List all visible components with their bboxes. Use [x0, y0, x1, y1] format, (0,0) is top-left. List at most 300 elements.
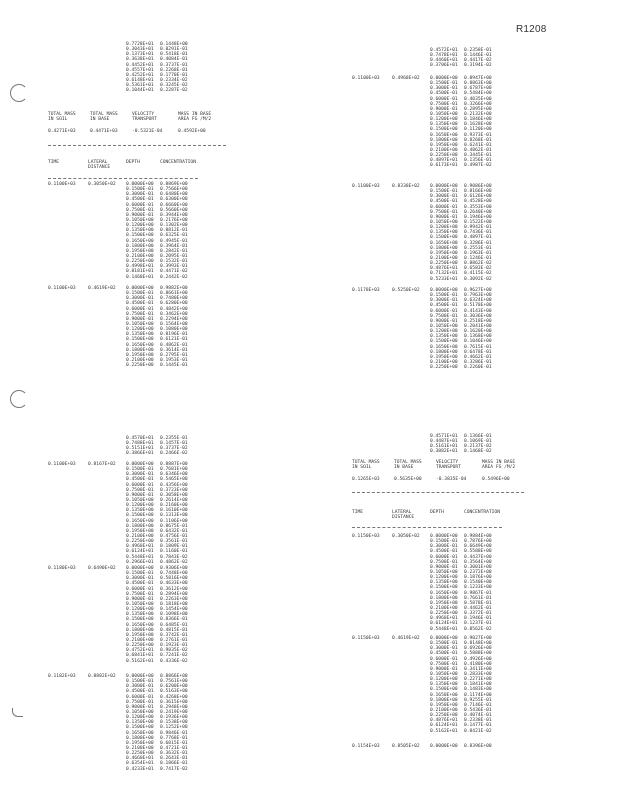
- summary-header-label: VELOCITY: [132, 112, 155, 117]
- concentration-cell: 0.4862E-01: [464, 147, 492, 153]
- concentration-cell: 0.2287E-02: [160, 88, 188, 94]
- depth-cell: 0.4500E-01: [126, 197, 154, 203]
- summary-header-label: AREA FG /M/2: [482, 465, 516, 471]
- column-header-label: DEPTH: [430, 510, 444, 515]
- depth-cell: 0.1050E+00: [430, 323, 458, 329]
- depth-cell: 0.2250E+00: [126, 751, 154, 757]
- concentration-cell: 0.2419E+00: [160, 709, 188, 715]
- depth-cell: 0.7500E-01: [430, 313, 458, 319]
- depth-cell: 0.1500E-01: [126, 679, 154, 685]
- summary-header-label: TOTAL MASS: [394, 460, 422, 465]
- depth-cell: 0.4500E-01: [126, 689, 154, 695]
- depth-cell: 0.1200E+00: [126, 503, 154, 509]
- depth-cell: 0.5448E+01: [430, 626, 458, 632]
- depth-cell: 0.0000E+00: [126, 286, 154, 291]
- concentration-cell: 0.2614E+00: [160, 497, 188, 503]
- concentration-cell: 0.4721E-01: [160, 745, 188, 751]
- depth-cell: 0.7728E+01: [126, 42, 154, 47]
- concentration-cell: 0.1620E+00: [464, 329, 492, 335]
- depth-cell: 0.4460E+01: [430, 58, 458, 64]
- summary-rule-p4: [352, 492, 524, 493]
- concentration-cell: 0.5588E+00: [464, 549, 492, 555]
- concentration-cell: 0.1963E-01: [464, 250, 492, 256]
- concentration-cell: 0.3742E-01: [160, 632, 188, 638]
- concentration-cell: 0.5465E+00: [160, 477, 188, 483]
- depth-cell: 0.2100E+00: [430, 605, 458, 611]
- depth-cell: 0.4897E+01: [430, 158, 458, 164]
- summary-value: 0.4471E+03: [90, 128, 118, 134]
- concentration-cell: 0.9373E-01: [464, 132, 492, 138]
- depth-cell: 0.1500E-01: [430, 641, 458, 647]
- time-cell: 0.1100E+03: [352, 76, 380, 81]
- concentration-cell: 0.8812E-01: [160, 228, 188, 234]
- table-row: [48, 88, 200, 93]
- summary-header-row: [352, 465, 524, 470]
- depth-cell: 0.7500E-01: [126, 699, 154, 705]
- time-cell: 0.1150E+03: [352, 534, 380, 539]
- concentration-cell: 0.8268E-01: [464, 137, 492, 143]
- depth-cell: 0.1500E+00: [430, 339, 458, 345]
- depth-cell: 0.4500E-01: [430, 91, 458, 97]
- depth-cell: 0.3000E-01: [430, 298, 458, 304]
- depth-cell: 0.6124E+01: [430, 723, 458, 729]
- concentration-cell: 0.2466E-02: [160, 451, 188, 457]
- concentration-cell: 0.4662E-01: [464, 354, 492, 360]
- depth-cell: 0.1500E+00: [126, 337, 154, 343]
- depth-cell: 0.6000E-01: [430, 656, 458, 662]
- concentration-cell: 0.8396E+00: [464, 744, 492, 749]
- concentration-cell: 0.2442E-02: [160, 274, 188, 280]
- concentration-cell: 0.3411E+00: [464, 666, 492, 672]
- concentration-cell: 0.2553E-01: [464, 245, 492, 251]
- table-row: [352, 163, 504, 168]
- depth-cell: 0.6000E-01: [126, 482, 154, 488]
- depth-cell: 0.7500E-01: [430, 559, 458, 565]
- time-cell: 0.1100E+03: [48, 286, 76, 291]
- table-header-p4-table-header: [352, 510, 504, 521]
- depth-cell: 0.7500E-01: [126, 591, 154, 597]
- concentration-cell: 0.1237E-01: [464, 621, 492, 627]
- depth-cell: 0.2100E+00: [430, 255, 458, 261]
- depth-cell: 0.9000E-01: [430, 564, 458, 570]
- mass-summary-p4-summary: [352, 460, 524, 482]
- depth-cell: 0.1500E-01: [430, 189, 458, 195]
- depth-cell: 0.2100E+00: [126, 637, 154, 643]
- concentration-cell: 0.8148E+00: [464, 641, 492, 647]
- concentration-cell: 0.1174E+00: [464, 692, 492, 698]
- depth-cell: 0.1350E+00: [430, 230, 458, 236]
- depth-cell: 0.1650E+00: [430, 132, 458, 138]
- table-header-p1-table-header: [48, 160, 200, 171]
- depth-cell: 0.6000E-01: [126, 586, 154, 592]
- depth-cell: 0.1350E+00: [126, 332, 154, 338]
- time-cell: 0.1154E+03: [352, 744, 380, 749]
- concentration-cell: 0.2518E+00: [464, 318, 492, 324]
- depth-cell: 0.2250E+00: [126, 643, 154, 649]
- lateral-distance-cell: 0.6490E+02: [88, 566, 116, 571]
- depth-cell: 0.7478E+01: [430, 53, 458, 59]
- depth-cell: 0.2100E+00: [126, 357, 154, 363]
- depth-cell: 0.2100E+00: [126, 745, 154, 751]
- depth-cell: 0.1650E+00: [126, 342, 154, 348]
- concentration-cell: 0.8166E+00: [464, 189, 492, 195]
- concentration-cell: 0.8863E+00: [464, 81, 492, 87]
- concentration-cell: 0.7566E+00: [160, 187, 188, 193]
- depth-cell: 0.6354E+01: [126, 761, 154, 767]
- concentration-cell: 0.1468E-02: [464, 449, 492, 455]
- table-row: [352, 627, 504, 632]
- depth-cell: 0.1200E+00: [126, 327, 154, 333]
- depth-cell: 0.5361E+01: [126, 83, 154, 89]
- concentration-cell: 0.6121E-01: [160, 337, 188, 343]
- depth-cell: 0.2100E+00: [430, 359, 458, 365]
- concentration-cell: 0.6325E-01: [160, 233, 188, 239]
- concentration-cell: 0.1866E-01: [160, 761, 188, 767]
- depth-cell: 0.1350E+00: [430, 580, 458, 586]
- concentration-cell: 0.1448E+00: [160, 42, 188, 47]
- depth-cell: 0.1050E+00: [430, 219, 458, 225]
- concentration-cell: 0.1818E+00: [160, 601, 188, 607]
- depth-cell: 0.0000E+00: [126, 462, 154, 467]
- depth-cell: 0.1200E+00: [430, 225, 458, 231]
- concentration-cell: 0.2095E-01: [160, 253, 188, 259]
- depth-cell: 0.1950E+00: [126, 248, 154, 254]
- depth-cell: 0.7500E-01: [430, 101, 458, 107]
- data-block-p1-group-b: [48, 286, 200, 368]
- depth-cell: 0.2966E+01: [126, 559, 154, 565]
- concentration-cell: 0.2041E+00: [464, 323, 492, 329]
- mass-summary-p1-summary: [48, 112, 220, 134]
- lateral-distance-cell: 0.3050E+02: [392, 534, 420, 539]
- concentration-cell: 0.7681E+00: [160, 467, 188, 473]
- concentration-cell: 0.1069E-01: [464, 439, 492, 445]
- lateral-distance-cell: 0.8882E+02: [88, 674, 116, 679]
- concentration-cell: 0.2640E+00: [464, 209, 492, 215]
- summary-header-label: IN BASE: [90, 117, 110, 123]
- depth-cell: 0.1200E+00: [126, 607, 154, 613]
- depth-cell: 0.3000E-01: [126, 296, 154, 302]
- concentration-cell: 0.8947E+00: [464, 76, 492, 81]
- concentration-cell: 0.5816E+00: [160, 576, 188, 582]
- depth-cell: 0.1050E+00: [126, 217, 154, 223]
- concentration-cell: 0.1120E+00: [464, 127, 492, 133]
- concentration-cell: 0.2294E+00: [160, 316, 188, 322]
- table-header-rule-p1: [48, 178, 198, 179]
- concentration-cell: 0.6478E-01: [464, 349, 492, 355]
- data-block-p1-top: [48, 42, 200, 93]
- depth-cell: 0.4233E+01: [126, 766, 154, 772]
- depth-cell: 0.0000E+00: [126, 566, 154, 571]
- depth-cell: 0.3866E+01: [126, 451, 154, 457]
- depth-cell: 0.1650E+00: [126, 518, 154, 524]
- time-cell: 0.1150E+03: [352, 636, 380, 641]
- concentration-cell: 0.4471E-02: [160, 269, 188, 275]
- depth-cell: 0.7500E-01: [126, 207, 154, 213]
- depth-cell: 0.9000E-01: [430, 106, 458, 112]
- concentration-cell: 0.1233E+00: [464, 585, 492, 591]
- depth-cell: 0.1200E+00: [430, 117, 458, 123]
- concentration-cell: 0.1356E-01: [464, 158, 492, 164]
- concentration-cell: 0.4862E-01: [160, 342, 188, 348]
- concentration-cell: 0.5888E+00: [464, 651, 492, 657]
- concentration-cell: 0.4842E+00: [160, 306, 188, 312]
- depth-cell: 0.1050E+00: [126, 709, 154, 715]
- concentration-cell: 0.4756E-01: [160, 533, 188, 539]
- table-row: [352, 63, 504, 68]
- concentration-cell: 0.1923E-01: [160, 643, 188, 649]
- table-row: [352, 744, 504, 749]
- depth-cell: 0.7488E+01: [126, 441, 154, 447]
- depth-cell: 0.2250E+00: [126, 259, 154, 265]
- concentration-cell: 0.6485E-01: [160, 622, 188, 628]
- depth-cell: 0.4452E+01: [126, 62, 154, 68]
- depth-cell: 0.1050E+00: [430, 111, 458, 117]
- concentration-cell: 0.9627E+00: [464, 288, 492, 293]
- summary-value: 0.5635E+00: [394, 476, 422, 482]
- concentration-cell: 0.8869E+00: [160, 182, 188, 187]
- data-block-p4-group-b: [352, 636, 504, 734]
- concentration-cell: 0.1946E+00: [464, 214, 492, 220]
- concentration-cell: 0.2833E+00: [464, 671, 492, 677]
- table-row: [48, 560, 200, 565]
- summary-header-label: TRANSPORT: [132, 117, 157, 123]
- concentration-cell: 0.9942E-01: [464, 225, 492, 231]
- table-row: [48, 767, 200, 772]
- concentration-cell: 0.1538E+00: [160, 720, 188, 726]
- depth-cell: 0.1373E+01: [126, 52, 154, 58]
- depth-cell: 0.1500E+00: [126, 617, 154, 623]
- depth-cell: 0.1800E+00: [430, 245, 458, 251]
- concentration-cell: 0.4143E+00: [464, 308, 492, 314]
- concentration-cell: 0.1846E+00: [464, 117, 492, 123]
- depth-cell: 0.0000E+00: [126, 674, 154, 679]
- depth-cell: 0.1350E+00: [126, 508, 154, 514]
- concentration-cell: 0.1160E-01: [160, 549, 188, 555]
- summary-header-label: IN SOIL: [352, 465, 372, 471]
- data-block-p3-group-a: [48, 462, 200, 565]
- concentration-cell: 0.7661E-01: [464, 595, 492, 601]
- depth-cell: 0.4500E-01: [126, 301, 154, 307]
- depth-cell: 0.3882E+01: [430, 449, 458, 455]
- depth-cell: 0.9000E-01: [126, 596, 154, 602]
- concentration-cell: 0.1841E+00: [464, 682, 492, 688]
- depth-cell: 0.1950E+00: [430, 354, 458, 360]
- concentration-cell: 0.4336E-02: [160, 658, 188, 664]
- concentration-cell: 0.7615E-01: [464, 344, 492, 350]
- concentration-cell: 0.2895E+00: [464, 106, 492, 112]
- summary-header-label: MASS IN BASE: [482, 460, 516, 465]
- depth-cell: 0.9000E-01: [430, 214, 458, 220]
- concentration-cell: 0.1809E-01: [160, 544, 188, 550]
- concentration-cell: 0.1446E-01: [464, 53, 492, 59]
- concentration-cell: 0.9255E-01: [464, 697, 492, 703]
- table-row: [352, 277, 504, 282]
- depth-cell: 0.4660E+01: [126, 756, 154, 762]
- column-header-label: TIME: [48, 160, 60, 165]
- binder-hole-top: [10, 84, 28, 102]
- summary-header-label: TOTAL MASS: [48, 112, 76, 117]
- binder-mark-bottom: [12, 708, 23, 717]
- concentration-cell: 0.9884E+00: [464, 534, 492, 539]
- concentration-cell: 0.4437E+00: [464, 554, 492, 560]
- concentration-cell: 0.4074E-01: [464, 713, 492, 719]
- concentration-cell: 0.3036E+00: [464, 313, 492, 319]
- depth-cell: 0.1950E+00: [430, 600, 458, 606]
- summary-header-label: AREA FG /M/2: [178, 117, 212, 123]
- depth-cell: 0.1650E+00: [430, 590, 458, 596]
- depth-cell: 0.3706E+01: [430, 63, 458, 69]
- lateral-distance-cell: 0.8338E+02: [392, 184, 420, 189]
- depth-cell: 0.1350E+00: [126, 228, 154, 234]
- depth-cell: 0.1950E+00: [126, 740, 154, 746]
- column-header-label: CONCENTRATION: [464, 510, 500, 515]
- concentration-cell: 0.3286E-01: [464, 359, 492, 365]
- depth-cell: 0.1800E+00: [430, 697, 458, 703]
- depth-cell: 0.9000E-01: [430, 666, 458, 672]
- concentration-cell: 0.4084E-01: [160, 57, 188, 63]
- depth-cell: 0.1500E+00: [126, 233, 154, 239]
- concentration-cell: 0.2795E-01: [160, 352, 188, 358]
- concentration-cell: 0.3245E-02: [160, 83, 188, 89]
- concentration-cell: 0.4528E+00: [464, 199, 492, 205]
- concentration-cell: 0.9867E-01: [464, 590, 492, 596]
- depth-cell: 0.1500E-01: [126, 571, 154, 577]
- data-block-p3-group-c: [48, 674, 200, 772]
- column-header-label: TIME: [352, 510, 364, 515]
- depth-cell: 0.3000E-01: [126, 472, 154, 478]
- concentration-cell: 0.6324E+00: [464, 298, 492, 304]
- concentration-cell: 0.8366E-01: [160, 617, 188, 623]
- depth-cell: 0.4500E-01: [126, 477, 154, 483]
- concentration-cell: 0.1246E-01: [464, 255, 492, 261]
- summary-value: 0.4271E+03: [48, 128, 76, 134]
- concentration-cell: 0.2372E+00: [464, 569, 492, 575]
- depth-cell: 0.0000E+00: [430, 288, 458, 293]
- concentration-cell: 0.6346E+00: [160, 472, 188, 478]
- concentration-cell: 0.8675E-01: [160, 523, 188, 529]
- data-block-p1-group-a: [48, 182, 200, 280]
- depth-cell: 0.7500E-01: [430, 661, 458, 667]
- concentration-cell: 0.3632E-01: [160, 751, 188, 757]
- concentration-cell: 0.1366E-01: [464, 434, 492, 439]
- concentration-cell: 0.2334E-02: [160, 77, 188, 83]
- concentration-cell: 0.8562E-02: [464, 626, 492, 632]
- concentration-cell: 0.9835E-02: [160, 648, 188, 654]
- lateral-distance-cell: 0.4968E+02: [392, 76, 420, 81]
- document-id: R1208: [516, 24, 547, 35]
- summary-values-row: [48, 129, 220, 134]
- concentration-cell: 0.1876E+00: [464, 575, 492, 581]
- depth-cell: 0.7132E+01: [430, 271, 458, 277]
- concentration-cell: 0.7963E+00: [464, 293, 492, 299]
- concentration-cell: 0.2842E-01: [160, 248, 188, 254]
- depth-cell: 0.1800E+00: [126, 243, 154, 249]
- concentration-cell: 0.1953E-01: [160, 357, 188, 363]
- time-cell: 0.1100E+03: [48, 462, 76, 467]
- concentration-cell: 0.6015E-01: [160, 740, 188, 746]
- concentration-cell: 0.3372E-01: [464, 611, 492, 617]
- depth-cell: 0.4500E-01: [430, 199, 458, 205]
- depth-cell: 0.1350E+00: [430, 122, 458, 128]
- concentration-cell: 0.3614E-01: [160, 347, 188, 353]
- time-cell: 0.1180E+03: [48, 566, 76, 571]
- concentration-cell: 0.8866E+00: [160, 674, 188, 679]
- summary-header-label: IN BASE: [394, 465, 414, 471]
- depth-cell: 0.4487E+01: [430, 439, 458, 445]
- data-block-p2-top: [352, 48, 504, 69]
- concentration-cell: 0.2176E+00: [160, 217, 188, 223]
- depth-cell: 0.3000E-01: [126, 684, 154, 690]
- depth-cell: 0.6000E-01: [126, 202, 154, 208]
- depth-cell: 0.1050E+00: [430, 569, 458, 575]
- depth-cell: 0.4876E+01: [430, 718, 458, 724]
- depth-cell: 0.1950E+00: [126, 352, 154, 358]
- data-block-p3-top: [48, 436, 200, 457]
- summary-header-label: TRANSPORT: [436, 465, 461, 471]
- concentration-cell: 0.1532E-01: [160, 259, 188, 265]
- concentration-cell: 0.1313E+00: [160, 513, 188, 519]
- concentration-cell: 0.2137E-02: [464, 444, 492, 450]
- concentration-cell: 0.7561E+00: [160, 679, 188, 685]
- data-block-p2-group-a: [352, 76, 504, 169]
- concentration-cell: 0.4268E+00: [160, 694, 188, 700]
- depth-cell: 0.1500E+00: [430, 585, 458, 591]
- concentration-cell: 0.4462E-01: [464, 605, 492, 611]
- depth-cell: 0.1650E+00: [126, 730, 154, 736]
- concentration-cell: 0.6300E+00: [160, 197, 188, 203]
- depth-cell: 0.2250E+00: [430, 365, 458, 371]
- concentration-cell: 0.2643E-01: [160, 756, 188, 762]
- depth-cell: 0.1350E+00: [126, 612, 154, 618]
- depth-cell: 0.0000E+00: [126, 182, 154, 187]
- concentration-cell: 0.1477E-01: [464, 723, 492, 729]
- concentration-cell: 0.3553E+00: [464, 204, 492, 210]
- concentration-cell: 0.7876E+00: [464, 539, 492, 545]
- depth-cell: 0.1950E+00: [126, 528, 154, 534]
- concentration-cell: 0.3092E-02: [464, 276, 492, 282]
- depth-cell: 0.5448E+01: [126, 554, 154, 560]
- data-block-p4-group-c: [352, 744, 504, 749]
- depth-cell: 0.3000E-01: [126, 576, 154, 582]
- depth-cell: 0.5162E+01: [126, 658, 154, 664]
- concentration-cell: 0.6926E+00: [464, 646, 492, 652]
- depth-cell: 0.7500E-01: [126, 487, 154, 493]
- depth-cell: 0.2250E+00: [430, 713, 458, 719]
- concentration-cell: 0.3286E-01: [464, 240, 492, 246]
- depth-cell: 0.1200E+00: [430, 677, 458, 683]
- concentration-cell: 0.6787E+00: [464, 86, 492, 92]
- depth-cell: 0.1200E+00: [430, 575, 458, 581]
- concentration-cell: 0.3737E-01: [160, 62, 188, 68]
- depth-cell: 0.9000E-01: [126, 316, 154, 322]
- depth-cell: 0.4500E-01: [430, 303, 458, 309]
- concentration-cell: 0.3194E-02: [464, 63, 492, 69]
- concentration-cell: 0.4417E-02: [464, 58, 492, 64]
- concentration-cell: 0.1302E+00: [160, 223, 188, 229]
- concentration-cell: 0.3737E-02: [160, 446, 188, 452]
- concentration-cell: 0.2160E+00: [160, 503, 188, 509]
- concentration-cell: 0.1454E+00: [160, 607, 188, 613]
- summary-header-row: [48, 117, 220, 122]
- lateral-distance-cell: 0.8167E+02: [88, 462, 116, 467]
- concentration-cell: 0.1046E+00: [464, 339, 492, 345]
- concentration-cell: 0.4815E-01: [160, 627, 188, 633]
- concentration-cell: 0.5878E-01: [464, 600, 492, 606]
- data-block-p4-top: [352, 434, 504, 455]
- concentration-cell: 0.8196E-01: [160, 332, 188, 338]
- depth-cell: 0.1650E+00: [430, 240, 458, 246]
- lateral-distance-cell: 0.8505E+02: [392, 744, 420, 749]
